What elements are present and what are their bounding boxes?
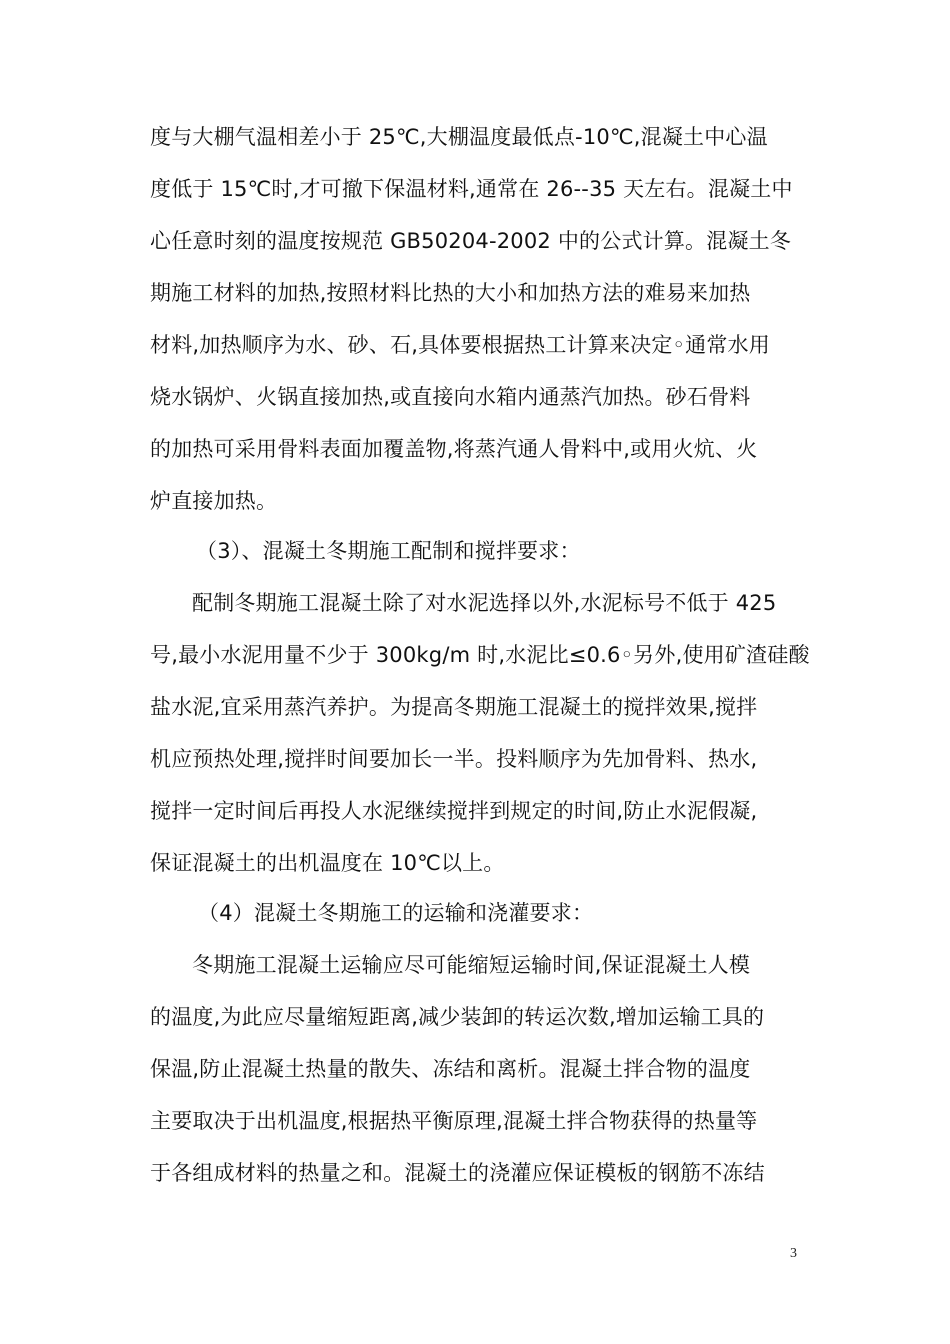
section-heading-4: （4）混凝土冬期施工的运输和浇灌要求： (198, 901, 594, 925)
paragraph3-line-3: 保温,防止混凝土热量的散失、冻结和离析。混凝土拌合物的温度 (150, 1057, 751, 1081)
paragraph2-line-1: 配制冬期施工混凝土除了对水泥选择以外,水泥标号不低于 425 (192, 591, 777, 615)
paragraph2-line-2: 号,最小水泥用量不少于 300kg/m 时,水泥比≤0.6◦另外,使用矿渣硅酸 (150, 643, 810, 667)
paragraph3-line-4: 主要取决于出机温度,根据热平衡原理,混凝土拌合物获得的热量等 (150, 1109, 758, 1133)
paragraph3-line-1: 冬期施工混凝土运输应尽可能缩短运输时间,保证混凝土人模 (192, 953, 751, 977)
paragraph2-line-3: 盐水泥,宜采用蒸汽养护。为提高冬期施工混凝土的搅拌效果,搅拌 (150, 695, 758, 719)
paragraph1-line-1: 度与大棚气温相差小于 25℃,大棚温度最低点-10℃,混凝土中心温 (150, 125, 768, 149)
paragraph3-line-2: 的温度,为此应尽量缩短距离,减少装卸的转运次数,增加运输工具的 (150, 1005, 765, 1029)
paragraph1-line-4: 期施工材料的加热,按照材料比热的大小和加热方法的难易来加热 (150, 281, 751, 305)
paragraph1-line-8: 炉直接加热。 (150, 489, 278, 513)
paragraph1-line-2: 度低于 15℃时,才可撤下保温材料,通常在 26--35 天左右。混凝土中 (150, 177, 793, 201)
paragraph1-line-7: 的加热可采用骨料表面加覆盖物,将蒸汽通人骨料中,或用火炕、火 (150, 437, 758, 461)
section-heading-3: （3）、混凝土冬期施工配制和搅拌要求： (196, 539, 581, 563)
paragraph1-line-6: 烧水锅炉、火锅直接加热,或直接向水箱内通蒸汽加热。砂石骨料 (150, 385, 751, 409)
paragraph1-line-5: 材料,加热顺序为水、砂、石,具体要根据热工计算来决定◦通常水用 (150, 333, 770, 357)
paragraph2-line-6: 保证混凝土的出机温度在 10℃以上。 (150, 851, 505, 875)
paragraph3-line-5: 于各组成材料的热量之和。混凝土的浇灌应保证模板的钢筋不冻结 (150, 1161, 765, 1185)
paragraph2-line-5: 搅拌一定时间后再投人水泥继续搅拌到规定的时间,防止水泥假凝, (150, 799, 758, 823)
paragraph2-line-4: 机应预热处理,搅拌时间要加长一半。投料顺序为先加骨料、热水, (150, 747, 758, 771)
page-number: 3 (790, 1246, 797, 1261)
paragraph1-line-3: 心任意时刻的温度按规范 GB50204-2002 中的公式计算。混凝土冬 (150, 229, 792, 253)
